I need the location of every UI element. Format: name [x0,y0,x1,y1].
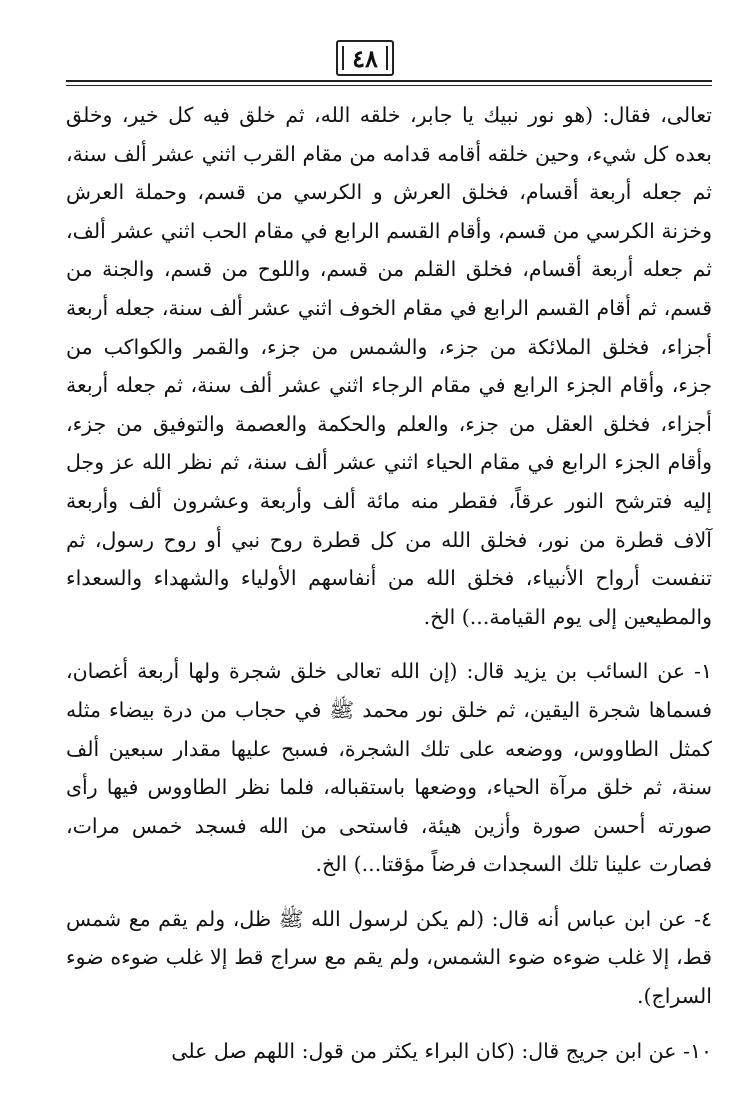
paragraph-hadith-jabir: تعالى، فقال: (هو نور نبيك يا جابر، خلقه الله، ثم خلق فيه كل خير، وخلق بعده كل شيء، وحين خلقه أقامه قدامه من مقام القرب اثني عشر ألف سنة، ثم جعله أربعة أقسام، فخلق العرش و الكرسي من قسم، وحملة العرش وخزنة الكرسي من قسم، وأقام القسم الرابع في مقام الحب اثني عشر ألف، ثم جعله أربعة أقسام، فخلق القلم من قسم، واللوح من قسم، والجنة من قسم، ثم أقام القسم الرابع في مقام الخوف اثني عشر ألف سنة، جعله أربعة أجزاء، فخلق الملائكة من جزء، والشمس من جزء، والقمر والكواكب من جزء، وأقام الجزء الرابع في مقام الرجاء اثني عشر ألف سنة، ثم جعله أربعة أجزاء، فخلق العقل من جزء، والعلم والحكمة والعصمة والتوفيق من جزء، وأقام الجزء الرابع في مقام الحياء اثني عشر ألف سنة، ثم نظر الله عز وجل إليه فترشح النور عرقاً، فقطر منه مائة ألف وأربعة وعشرون ألف وأربعة آلاف قطرة من نور، فخلق الله من كل قطرة روح نبي أو روح رسول، ثم تنفست أرواح الأنبياء، فخلق الله من أنفاسهم الأولياء والشهداء والسعداء والمطيعين إلى يوم القيامة...) الخ. [66,103,712,629]
header-rule [66,80,712,82]
page-header [66,38,712,88]
paragraph-hadith-10: ١٠- عن ابن جريج قال: (كان البراء يكثر من قول: اللهم صل على [171,1038,712,1063]
page-body [66,96,712,1070]
header-rule-thin [66,85,712,86]
paragraph-hadith-4: ٤- عن ابن عباس أنه قال: (لم يكن لرسول الله ﷺ ظل، ولم يقم مع شمس قط، إلا غلب ضوءه ضوء الشمس، ولم يقم مع سراج قط إلا غلب ضوءه ضوء السراج). [66,906,712,1009]
page-number: ٤٨ [336,40,394,76]
paragraph-hadith-1: ١- عن السائب بن يزيد قال: (إن الله تعالى خلق شجرة ولها أربعة أغصان، فسماها شجرة اليقين، ثم خلق نور محمد ﷺ في حجاب من درة بيضاء مثله كمثل الطاووس، ووضعه على تلك الشجرة، فسبح عليها مقدار سبعين ألف سنة، ثم خلق مرآة الحياء، ووضعها باستقباله، فلما نظر الطاووس فيها رأى صورته أحسن صورة وأزين هيئة، فاستحى من الله فسجد خمس مرات، فصارت علينا تلك السجدات فرضاً مؤقتا...) الخ. [66,659,712,877]
